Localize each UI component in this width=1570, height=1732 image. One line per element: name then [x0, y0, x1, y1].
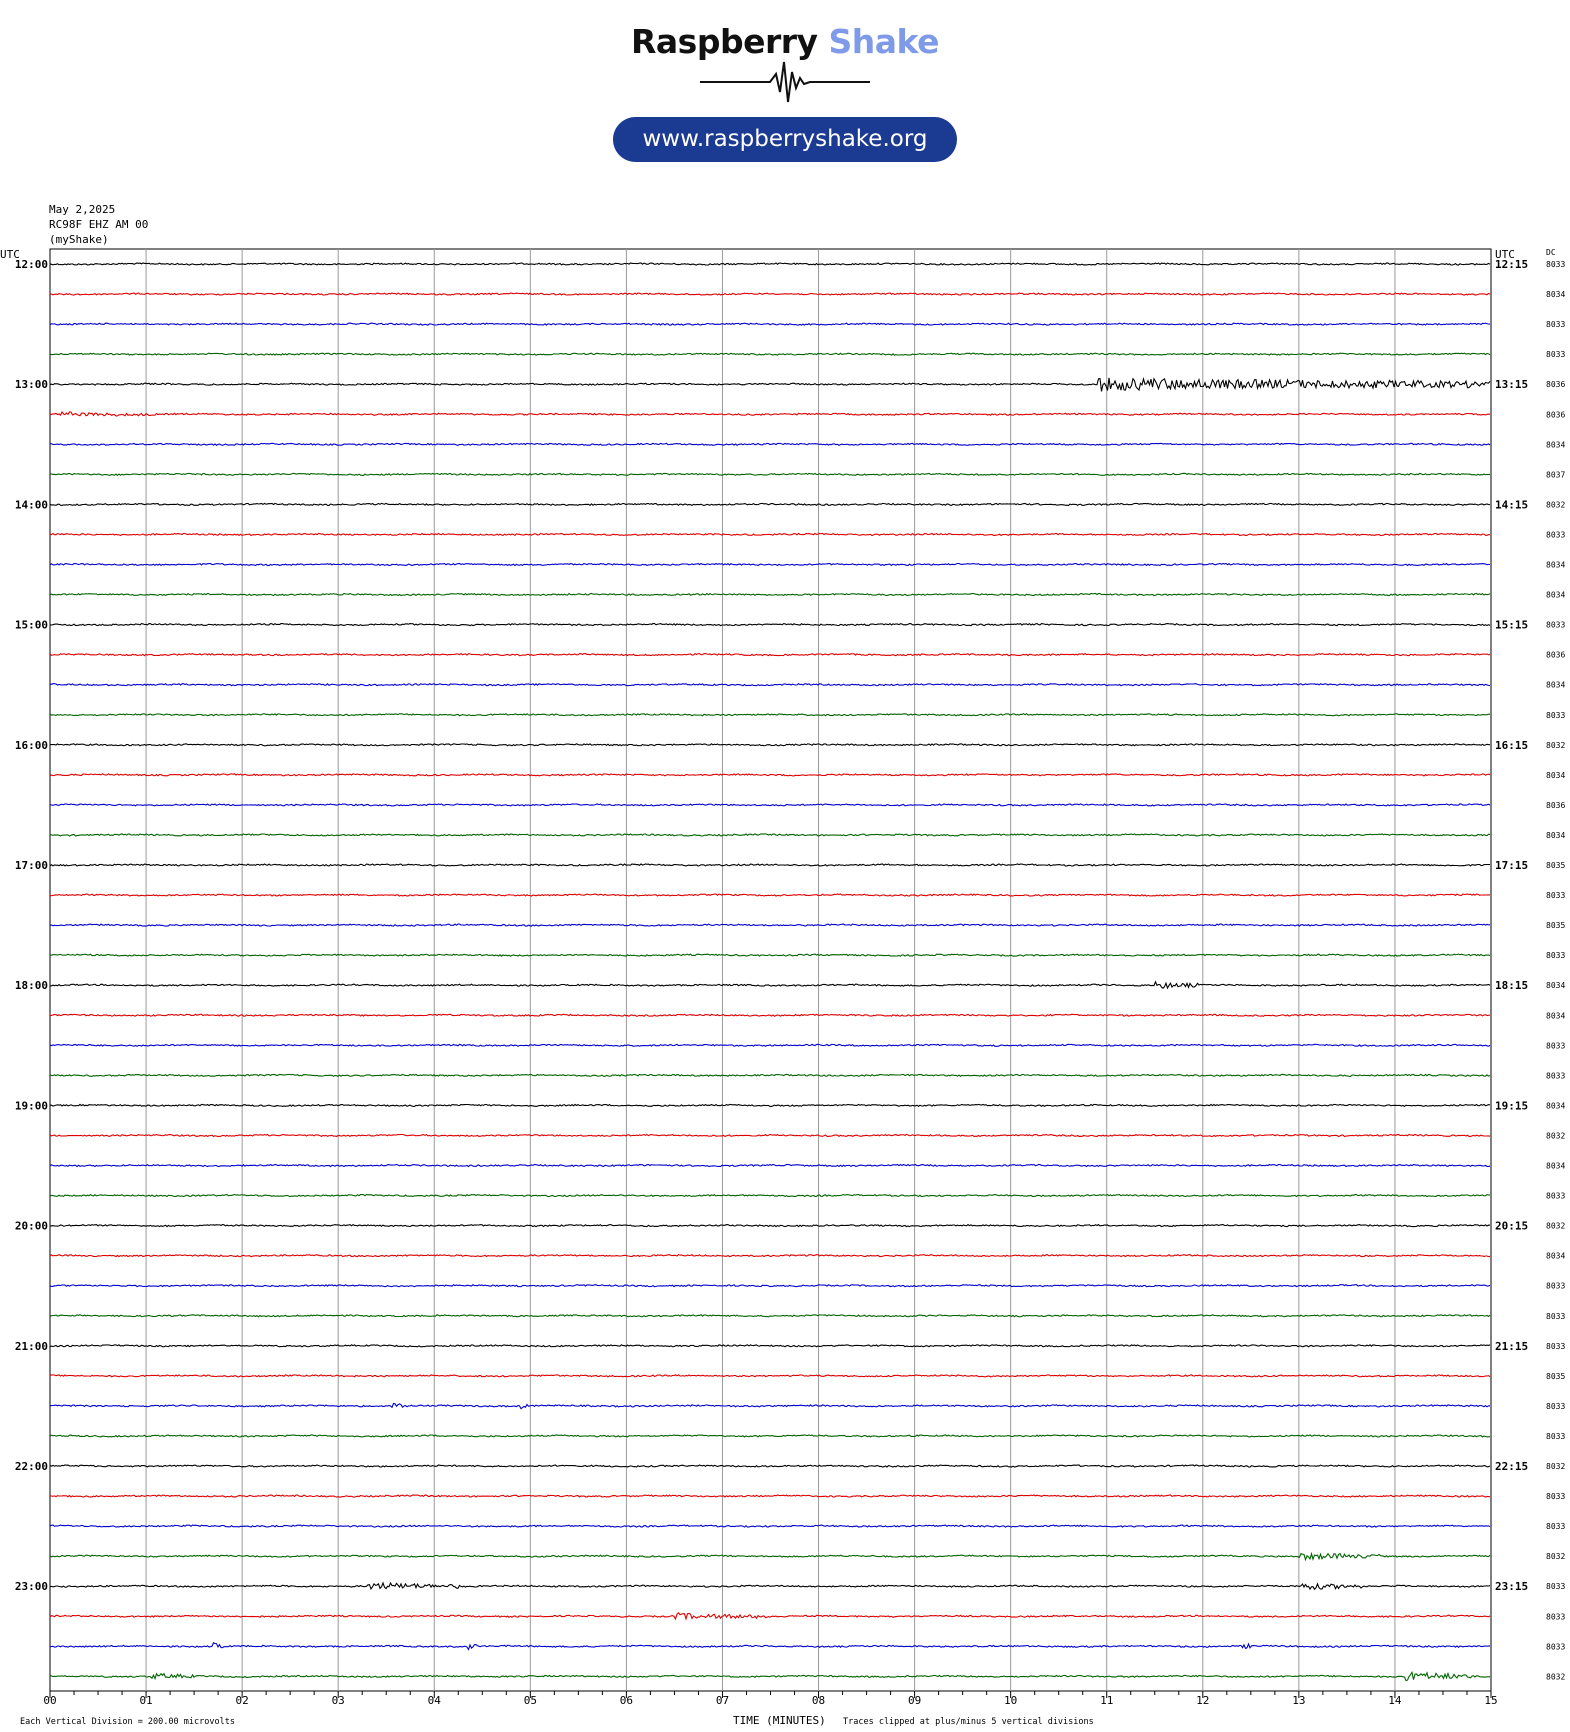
footer-clip-note: Traces clipped at plus/minus 5 vertical divisions [843, 1717, 1094, 1727]
dc-value-label: 8032 [1546, 1552, 1566, 1562]
trace-line [50, 654, 1490, 656]
dc-value-label: 8034 [1546, 590, 1566, 600]
trace-line [50, 1315, 1490, 1317]
trace-line [50, 1225, 1490, 1227]
trace-line [50, 1104, 1490, 1106]
right-hour-label: 12:15 [1495, 258, 1529, 271]
label-group [15, 258, 1566, 1707]
dc-value-label: 8034 [1546, 1251, 1566, 1261]
dc-value-label: 8034 [1546, 560, 1566, 570]
trace-line [50, 982, 1490, 989]
x-tick-label: 00 [43, 1694, 57, 1707]
trace-line [50, 1672, 1490, 1680]
left-hour-label: 14:00 [14, 498, 48, 512]
trace-group [50, 263, 1490, 1681]
x-tick-label: 13 [1292, 1694, 1306, 1707]
dc-value-label: 8033 [1546, 1642, 1566, 1652]
trace-line [50, 353, 1490, 355]
trace-line [50, 714, 1490, 716]
dc-value-label: 8033 [1546, 530, 1566, 540]
dc-value-label: 8032 [1546, 500, 1566, 510]
trace-line [50, 744, 1490, 746]
x-axis-title: TIME (MINUTES) [733, 1714, 826, 1727]
trace-line [50, 1375, 1490, 1377]
dc-value-label: 8034 [1546, 1011, 1566, 1021]
right-hour-label: 17:15 [1495, 859, 1529, 872]
trace-line [50, 1525, 1490, 1527]
dc-value-label: 8033 [1546, 1341, 1566, 1351]
dc-value-label: 8032 [1546, 1672, 1566, 1682]
dc-value-label: 8034 [1546, 290, 1566, 300]
dc-value-label: 8034 [1546, 981, 1566, 991]
trace-line [50, 1613, 1490, 1619]
right-hour-label: 19:15 [1495, 1099, 1529, 1113]
logo-word-raspberry: Raspberry [631, 22, 818, 61]
trace-line [50, 1014, 1490, 1016]
dc-value-label: 8033 [1546, 1492, 1566, 1502]
trace-line [50, 503, 1490, 505]
dc-value-label: 8033 [1546, 1281, 1566, 1291]
left-hour-label: 20:00 [14, 1219, 48, 1233]
dc-value-label: 8033 [1546, 1612, 1566, 1622]
trace-line [50, 1495, 1490, 1497]
trace-line [50, 1583, 1490, 1589]
x-tick-label: 06 [619, 1694, 634, 1707]
dc-value-label: 8035 [1546, 861, 1566, 870]
left-hour-label: 23:00 [14, 1580, 48, 1594]
trace-line [50, 624, 1490, 626]
left-hour-label: 22:00 [14, 1460, 48, 1473]
dc-value-label: 8033 [1546, 1071, 1566, 1081]
trace-line [50, 1134, 1490, 1136]
right-hour-label: 18:15 [1495, 979, 1529, 993]
plot-frame [50, 249, 1491, 1691]
dc-value-label: 8034 [1546, 1161, 1566, 1171]
x-tick-label: 01 [139, 1694, 153, 1707]
dc-value-label: 8034 [1546, 770, 1566, 780]
trace-line [50, 1074, 1490, 1076]
dc-value-label: 8037 [1546, 470, 1566, 480]
website-url-badge[interactable]: www.raspberryshake.org [613, 117, 957, 162]
trace-line [50, 293, 1490, 295]
trace-line [50, 1554, 1490, 1560]
dc-value-label: 8033 [1546, 350, 1566, 360]
trace-line [50, 564, 1490, 566]
dc-value-label: 8033 [1546, 1311, 1566, 1321]
x-tick-label: 07 [715, 1694, 730, 1707]
dc-value-label: 8033 [1546, 620, 1566, 630]
trace-line [50, 1465, 1490, 1467]
trace-line [50, 924, 1490, 926]
trace-line [50, 774, 1490, 776]
left-hour-label: 13:00 [14, 378, 48, 392]
right-hour-label: 14:15 [1495, 498, 1529, 512]
dc-value-label: 8033 [1546, 320, 1566, 330]
dc-value-label: 8034 [1546, 440, 1566, 450]
dc-value-label: 8033 [1546, 951, 1566, 961]
dc-value-label: 8036 [1546, 650, 1566, 660]
trace-line [50, 684, 1490, 686]
right-hour-label: 15:15 [1495, 618, 1529, 632]
dc-value-label: 8035 [1546, 1371, 1566, 1381]
x-tick-label: 12 [1196, 1694, 1210, 1707]
x-tick-label: 14 [1388, 1694, 1402, 1707]
trace-line [50, 533, 1490, 535]
dc-value-label: 8033 [1546, 1431, 1566, 1441]
trace-line [50, 894, 1490, 896]
right-hour-label: 21:15 [1495, 1339, 1529, 1353]
trace-line [50, 473, 1490, 475]
trace-line [50, 1345, 1490, 1347]
dc-value-label: 8036 [1546, 410, 1566, 420]
x-tick-label: 15 [1484, 1694, 1498, 1707]
trace-line [50, 1285, 1490, 1287]
trace-line [50, 864, 1490, 866]
dc-value-label: 8032 [1546, 1462, 1566, 1471]
logo-word-shake: Shake [828, 22, 939, 61]
x-tick-label: 08 [811, 1694, 826, 1707]
trace-line [50, 1044, 1490, 1046]
trace-line [50, 1643, 1490, 1650]
left-hour-label: 12:00 [14, 258, 48, 271]
trace-line [50, 954, 1490, 956]
dc-value-label: 8033 [1546, 260, 1566, 269]
right-hour-label: 20:15 [1495, 1219, 1529, 1233]
dc-column-title: DC [1546, 248, 1556, 257]
x-tick-label: 10 [1004, 1694, 1018, 1707]
right-hour-label: 16:15 [1495, 738, 1529, 752]
x-tick-label: 04 [427, 1694, 441, 1707]
dc-value-label: 8034 [1546, 830, 1566, 840]
dc-value-label: 8033 [1546, 1191, 1566, 1201]
trace-line [50, 1404, 1490, 1409]
right-hour-label: 23:15 [1495, 1580, 1529, 1594]
right-hour-label: 22:15 [1495, 1460, 1529, 1473]
x-tick-label: 02 [235, 1694, 249, 1707]
trace-line [50, 412, 1490, 416]
dc-value-label: 8032 [1546, 740, 1566, 750]
trace-line [50, 1435, 1490, 1437]
left-hour-label: 18:00 [14, 979, 48, 993]
station-owner: (myShake) [49, 233, 109, 246]
trace-line [50, 263, 1490, 265]
left-hour-label: 19:00 [14, 1099, 48, 1113]
trace-line [50, 594, 1490, 596]
dc-value-label: 8032 [1546, 1221, 1566, 1231]
left-axis-title: UTC [0, 248, 20, 261]
x-tick-label: 05 [523, 1694, 537, 1707]
dc-value-label: 8034 [1546, 1101, 1566, 1111]
footer-scale-note: Each Vertical Division = 200.00 microvolts [20, 1717, 235, 1727]
x-tick-label: 11 [1100, 1694, 1114, 1707]
trace-line [50, 1165, 1490, 1167]
dc-value-label: 8036 [1546, 380, 1566, 390]
right-hour-label: 13:15 [1495, 378, 1529, 392]
dc-value-label: 8033 [1546, 1522, 1566, 1532]
left-hour-label: 16:00 [14, 738, 48, 752]
trace-line [50, 323, 1490, 325]
plot-date: May 2,2025 [49, 203, 116, 216]
dc-value-label: 8033 [1546, 1401, 1566, 1411]
right-axis-title: UTC [1495, 248, 1515, 261]
trace-line [50, 378, 1490, 392]
minute-gridlines [50, 249, 1491, 1698]
trace-line [50, 1255, 1490, 1257]
x-tick-label: 09 [907, 1694, 922, 1707]
dc-value-label: 8033 [1546, 710, 1566, 720]
trace-line [50, 443, 1490, 445]
dc-value-label: 8036 [1546, 800, 1566, 810]
dc-value-label: 8035 [1546, 921, 1566, 931]
left-hour-label: 21:00 [14, 1339, 48, 1353]
station-id: RC98F EHZ AM 00 [49, 218, 149, 231]
trace-line [50, 834, 1490, 836]
dc-value-label: 8033 [1546, 891, 1566, 901]
dc-value-label: 8032 [1546, 1131, 1566, 1141]
dc-value-label: 8033 [1546, 1041, 1566, 1051]
left-hour-label: 17:00 [14, 859, 48, 872]
left-hour-label: 15:00 [14, 618, 48, 632]
dc-value-label: 8034 [1546, 680, 1566, 690]
dc-value-label: 8033 [1546, 1582, 1566, 1592]
trace-line [50, 1195, 1490, 1197]
x-tick-label: 03 [331, 1694, 345, 1707]
trace-line [50, 804, 1490, 806]
